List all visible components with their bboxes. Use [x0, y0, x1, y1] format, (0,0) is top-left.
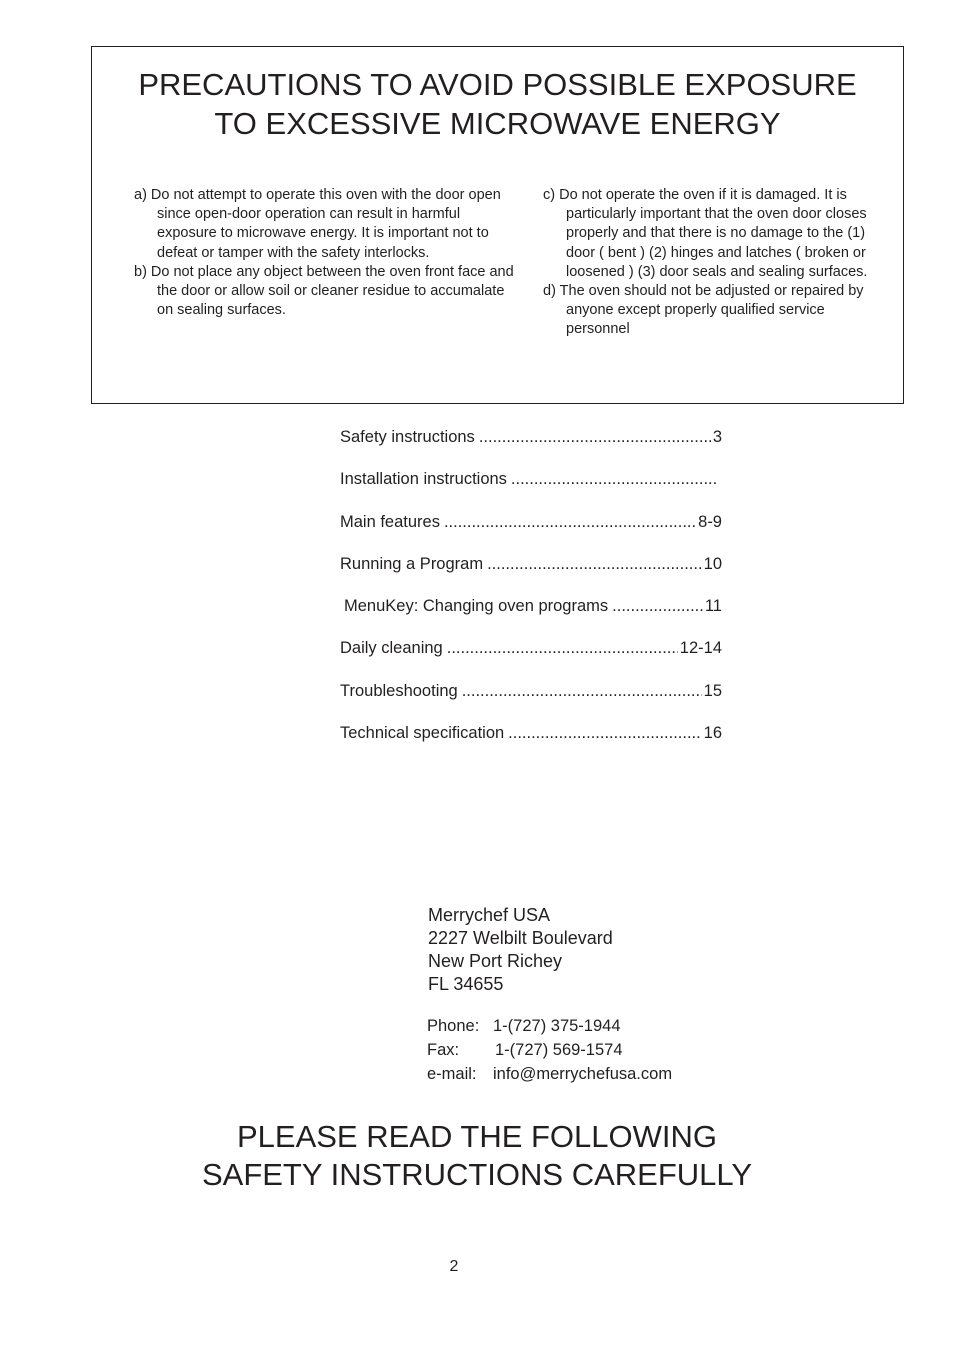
- safety-notice-line1: PLEASE READ THE FOLLOWING: [236, 1119, 718, 1154]
- toc-label: Installation instructions: [340, 470, 507, 489]
- fax-number: 1-(727) 569-1574: [495, 1041, 623, 1059]
- toc-label: Running a Program: [340, 554, 484, 573]
- contact-details: [427, 1014, 672, 1086]
- company-address: [428, 904, 613, 996]
- company-name: Merrychef USA: [428, 905, 551, 925]
- street-address: 2227 Welbilt Boulevard: [428, 928, 613, 948]
- toc-leader-dots: [487, 555, 702, 574]
- state-zip: FL 34655: [428, 974, 504, 994]
- toc-leader-dots: [447, 639, 678, 658]
- toc-leader-dots: [511, 470, 718, 489]
- toc-leader-dots: [612, 597, 703, 616]
- toc-leader-dots: [462, 682, 702, 701]
- phone-row: [427, 1014, 672, 1038]
- toc-page-number: 10: [703, 554, 722, 573]
- precaution-item-a: a) Do not attempt to operate this oven with the door open since open-door operation can result in harmful exposure to microwave energy. It is important not to defeat or tamper with the safety interlocks.: [134, 187, 501, 261]
- table-of-contents: [340, 428, 722, 766]
- toc-entry[interactable]: [340, 682, 722, 724]
- toc-page-number: 16: [703, 724, 722, 743]
- toc-label: Safety instructions: [340, 428, 475, 446]
- toc-label: Daily cleaning: [340, 639, 443, 658]
- precautions-title: [92, 65, 903, 143]
- phone-number[interactable]: 1-(727) 375-1944: [493, 1017, 621, 1035]
- precautions-right-column: [543, 186, 883, 340]
- email-label: e-mail:: [427, 1065, 477, 1083]
- toc-label: Main features: [340, 512, 440, 531]
- toc-page-number: 3: [712, 428, 722, 446]
- precautions-left-column: [134, 186, 514, 320]
- precaution-item-b: b) Do not place any object between the oven front face and the door or allow soil or cleaner residue to accumalate on sealing surfaces.: [134, 263, 514, 319]
- precaution-item-c: c) Do not operate the oven if it is damaged. It is particularly important that the oven door closes properly and that there is no damage to the (1) door ( bent ) (2) hinges and latches ( broken or loosened ) (3) door seals and sealing surfaces.: [543, 187, 868, 280]
- safety-notice-line2: SAFETY INSTRUCTIONS CAREFULLY: [201, 1157, 753, 1192]
- toc-page-number: 12-14: [679, 639, 722, 658]
- toc-label: Troubleshooting: [340, 681, 458, 700]
- toc-entry[interactable]: [340, 724, 722, 766]
- toc-leader-dots: [508, 724, 701, 743]
- safety-notice-heading: [0, 1118, 954, 1194]
- email-address[interactable]: info@merrychefusa.com: [493, 1065, 673, 1083]
- toc-page-number: 15: [703, 681, 722, 700]
- toc-entry[interactable]: [340, 513, 722, 555]
- toc-page-number: 11: [704, 597, 722, 616]
- email-row: [427, 1062, 672, 1086]
- toc-label: Technical specification: [340, 724, 505, 743]
- precaution-item-d: d) The oven should not be adjusted or repaired by anyone except properly qualified service personnel: [543, 283, 864, 338]
- toc-leader-dots: [444, 513, 696, 532]
- precautions-title-line2: TO EXCESSIVE MICROWAVE ENERGY: [214, 106, 781, 141]
- phone-label: Phone:: [427, 1017, 480, 1035]
- toc-entry[interactable]: [340, 555, 722, 597]
- city: New Port Richey: [428, 951, 563, 971]
- toc-entry[interactable]: [340, 428, 722, 470]
- toc-leader-dots: [479, 428, 711, 447]
- toc-entry[interactable]: [340, 470, 722, 512]
- toc-entry[interactable]: [340, 597, 722, 639]
- toc-label: MenuKey: Changing oven programs: [344, 597, 609, 616]
- precautions-title-line1: PRECAUTIONS TO AVOID POSSIBLE EXPOSURE: [138, 67, 857, 102]
- toc-page-number: 8-9: [698, 512, 722, 531]
- fax-row: [427, 1038, 672, 1062]
- precautions-box: [91, 46, 904, 404]
- page-number: 2: [449, 1258, 459, 1275]
- fax-label: Fax:: [427, 1041, 460, 1059]
- toc-entry[interactable]: [340, 639, 722, 681]
